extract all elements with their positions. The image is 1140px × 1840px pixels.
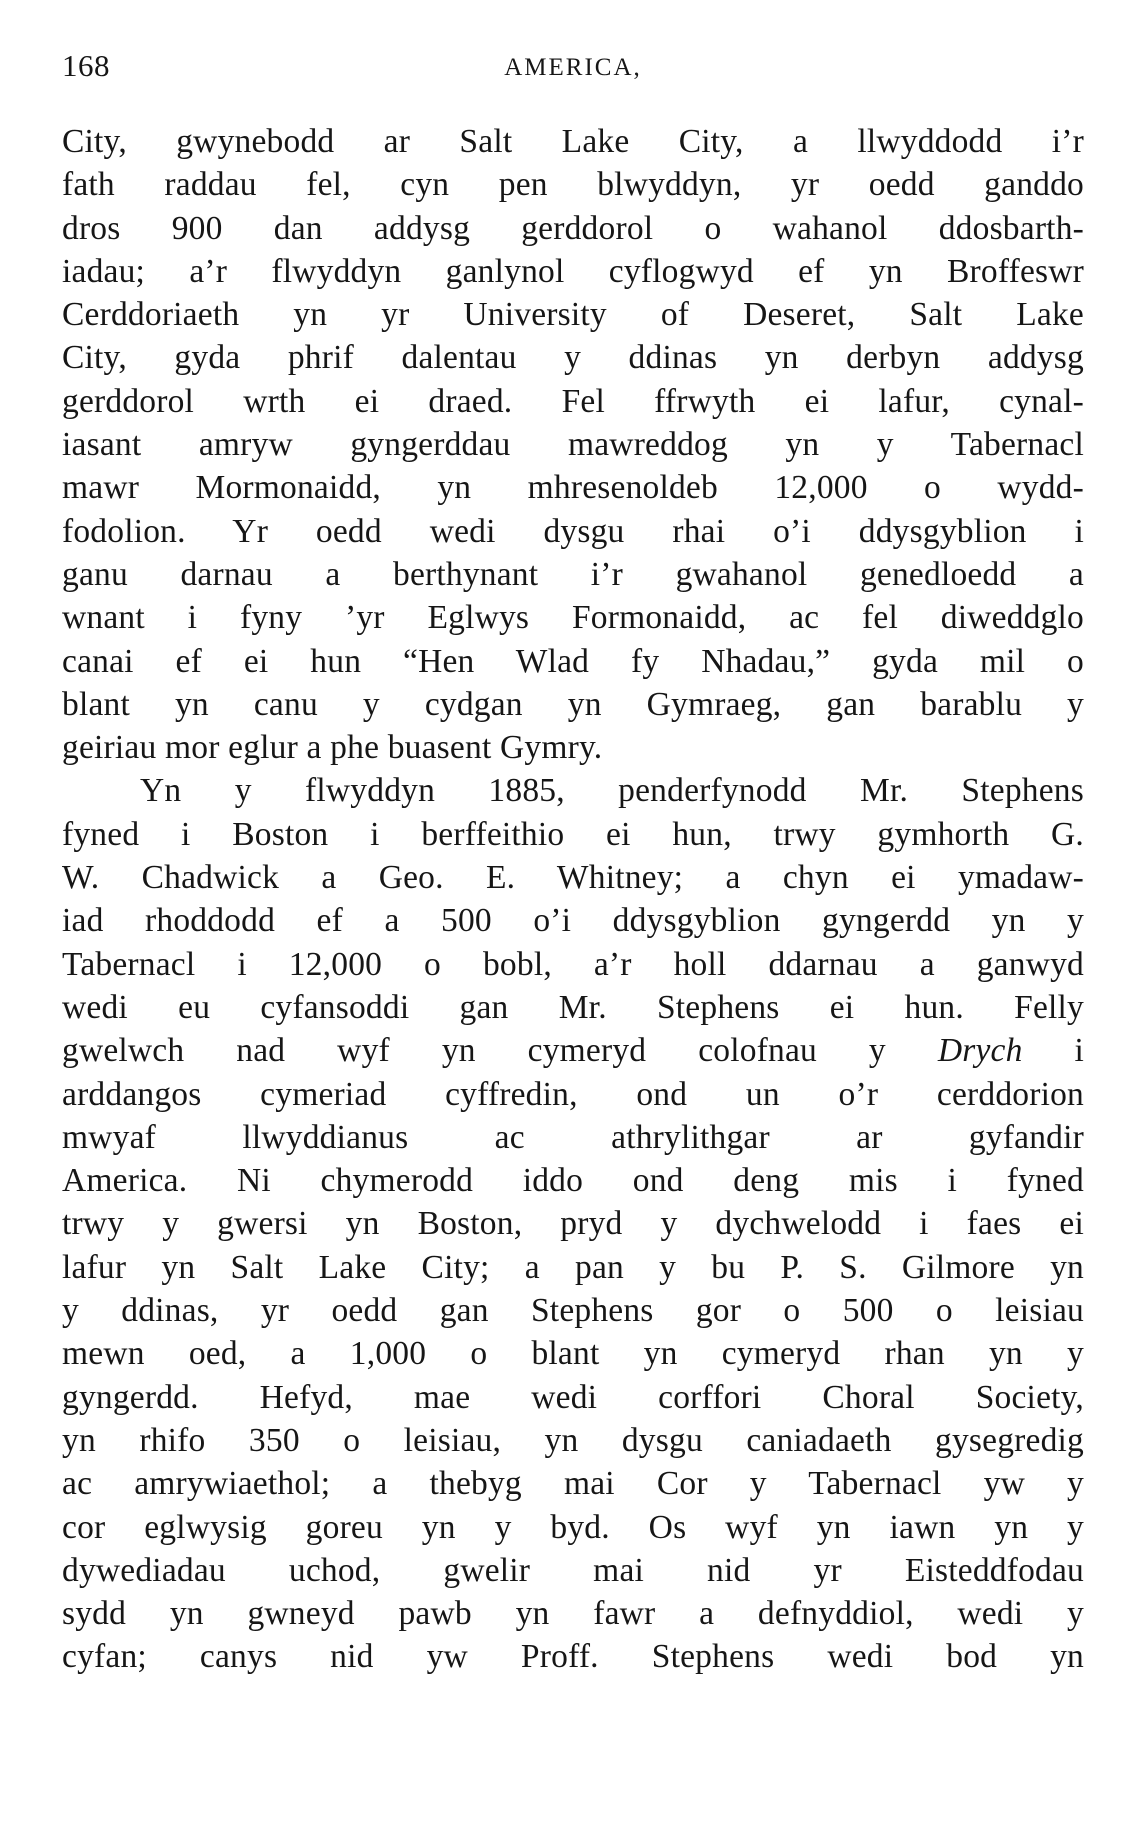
text-line: wedi eu cyfansoddi gan Mr. Stephens ei hun. Felly [62,988,1084,1026]
text-line: sydd yn gwneyd pawb yn fawr a defnyddiol, wedi y [62,1595,1084,1633]
text-line: canai ef ei hun “Hen Wlad fy Nhadau,” gyda mil o [62,642,1084,680]
text-line: wnant i fyny ’yr Eglwys Formonaidd, ac fel diweddglo [62,599,1084,637]
text-line: iasant amryw gyngerddau mawreddog yn y Tabernacl [62,426,1084,464]
text-line: Cerddoriaeth yn yr University of Deseret, Salt Lake [62,296,1084,334]
text-line: City, gwynebodd ar Salt Lake City, a llwyddodd i’r [62,123,1084,160]
text-line: mewn oed, a 1,000 o blant yn cymeryd rhan yn y [62,1335,1084,1373]
text-line: ac amrywiaethol; a thebyg mai Cor y Tabernacl yw y [62,1465,1084,1503]
running-head: AMERICA, [504,54,642,81]
text-line: cor eglwysig goreu yn y byd. Os wyf yn iawn yn y [62,1508,1084,1546]
text-line: Tabernacl i 12,000 o bobl, a’r holl ddarnau a ganwyd [62,945,1084,983]
body-text [62,120,1084,1679]
text-line-with-italic [62,1029,1084,1072]
text-line: gerddorol wrth ei draed. Fel ffrwyth ei lafur, cynal- [62,382,1084,420]
text-segment: i [1074,1032,1085,1070]
text-line: cyfan; canys nid yw Proff. Stephens wedi bod yn [62,1638,1084,1676]
text-line: Yn y flwyddyn 1885, penderfynodd Mr. Stephens [140,772,1084,810]
page-number: 168 [62,48,110,83]
text-line: mwyaf llwyddianus ac athrylithgar ar gyfandir [62,1118,1084,1156]
text-line: iadau; a’r flwyddyn ganlynol cyflogwyd ef yn Broffeswr [62,252,1084,290]
text-line: gyngerdd. Hefyd, mae wedi corffori Choral Society, [62,1378,1084,1416]
text-line: y ddinas, yr oedd gan Stephens gor o 500 o leisiau [62,1292,1084,1330]
text-line: fath raddau fel, cyn pen blwyddyn, yr oedd ganddo [62,166,1084,204]
text-line: America. Ni chymerodd iddo ond deng mis i fyned [62,1162,1084,1200]
text-line: arddangos cymeriad cyffredin, ond un o’r cerddorion [62,1075,1084,1113]
text-line: trwy y gwersi yn Boston, pryd y dychwelodd i faes ei [62,1205,1084,1243]
text-line: mawr Mormonaidd, yn mhresenoldeb 12,000 o wydd- [62,469,1084,507]
page-header [62,48,1084,92]
text-line: ganu darnau a berthynant i’r gwahanol genedloedd a [62,555,1084,593]
text-line: dywediadau uchod, gwelir mai nid yr Eisteddfodau [62,1551,1084,1589]
text-line: W. Chadwick a Geo. E. Whitney; a chyn ei ymadaw- [62,859,1084,897]
text-line: iad rhoddodd ef a 500 o’i ddysgyblion gyngerdd yn y [62,902,1084,940]
text-line: yn rhifo 350 o leisiau, yn dysgu caniadaeth gysegredig [62,1421,1084,1459]
text-segment: gwelwch nad wyf yn cymeryd colofnau y [62,1032,886,1070]
text-line: geiriau mor eglur a phe buasent Gymry. [62,729,603,767]
text-line: lafur yn Salt Lake City; a pan y bu P. S. Gilmore yn [62,1248,1084,1286]
text-line: fyned i Boston i berffeithio ei hun, trwy gymhorth G. [62,815,1084,853]
text-line: blant yn canu y cydgan yn Gymraeg, gan barablu y [62,685,1084,723]
italic-title: Drych [937,1032,1023,1070]
text-line: dros 900 dan addysg gerddorol o wahanol ddosbarth- [62,209,1084,247]
text-line: fodolion. Yr oedd wedi dysgu rhai o’i ddysgyblion i [62,512,1084,550]
text-line: City, gyda phrif dalentau y ddinas yn derbyn addysg [62,339,1084,377]
